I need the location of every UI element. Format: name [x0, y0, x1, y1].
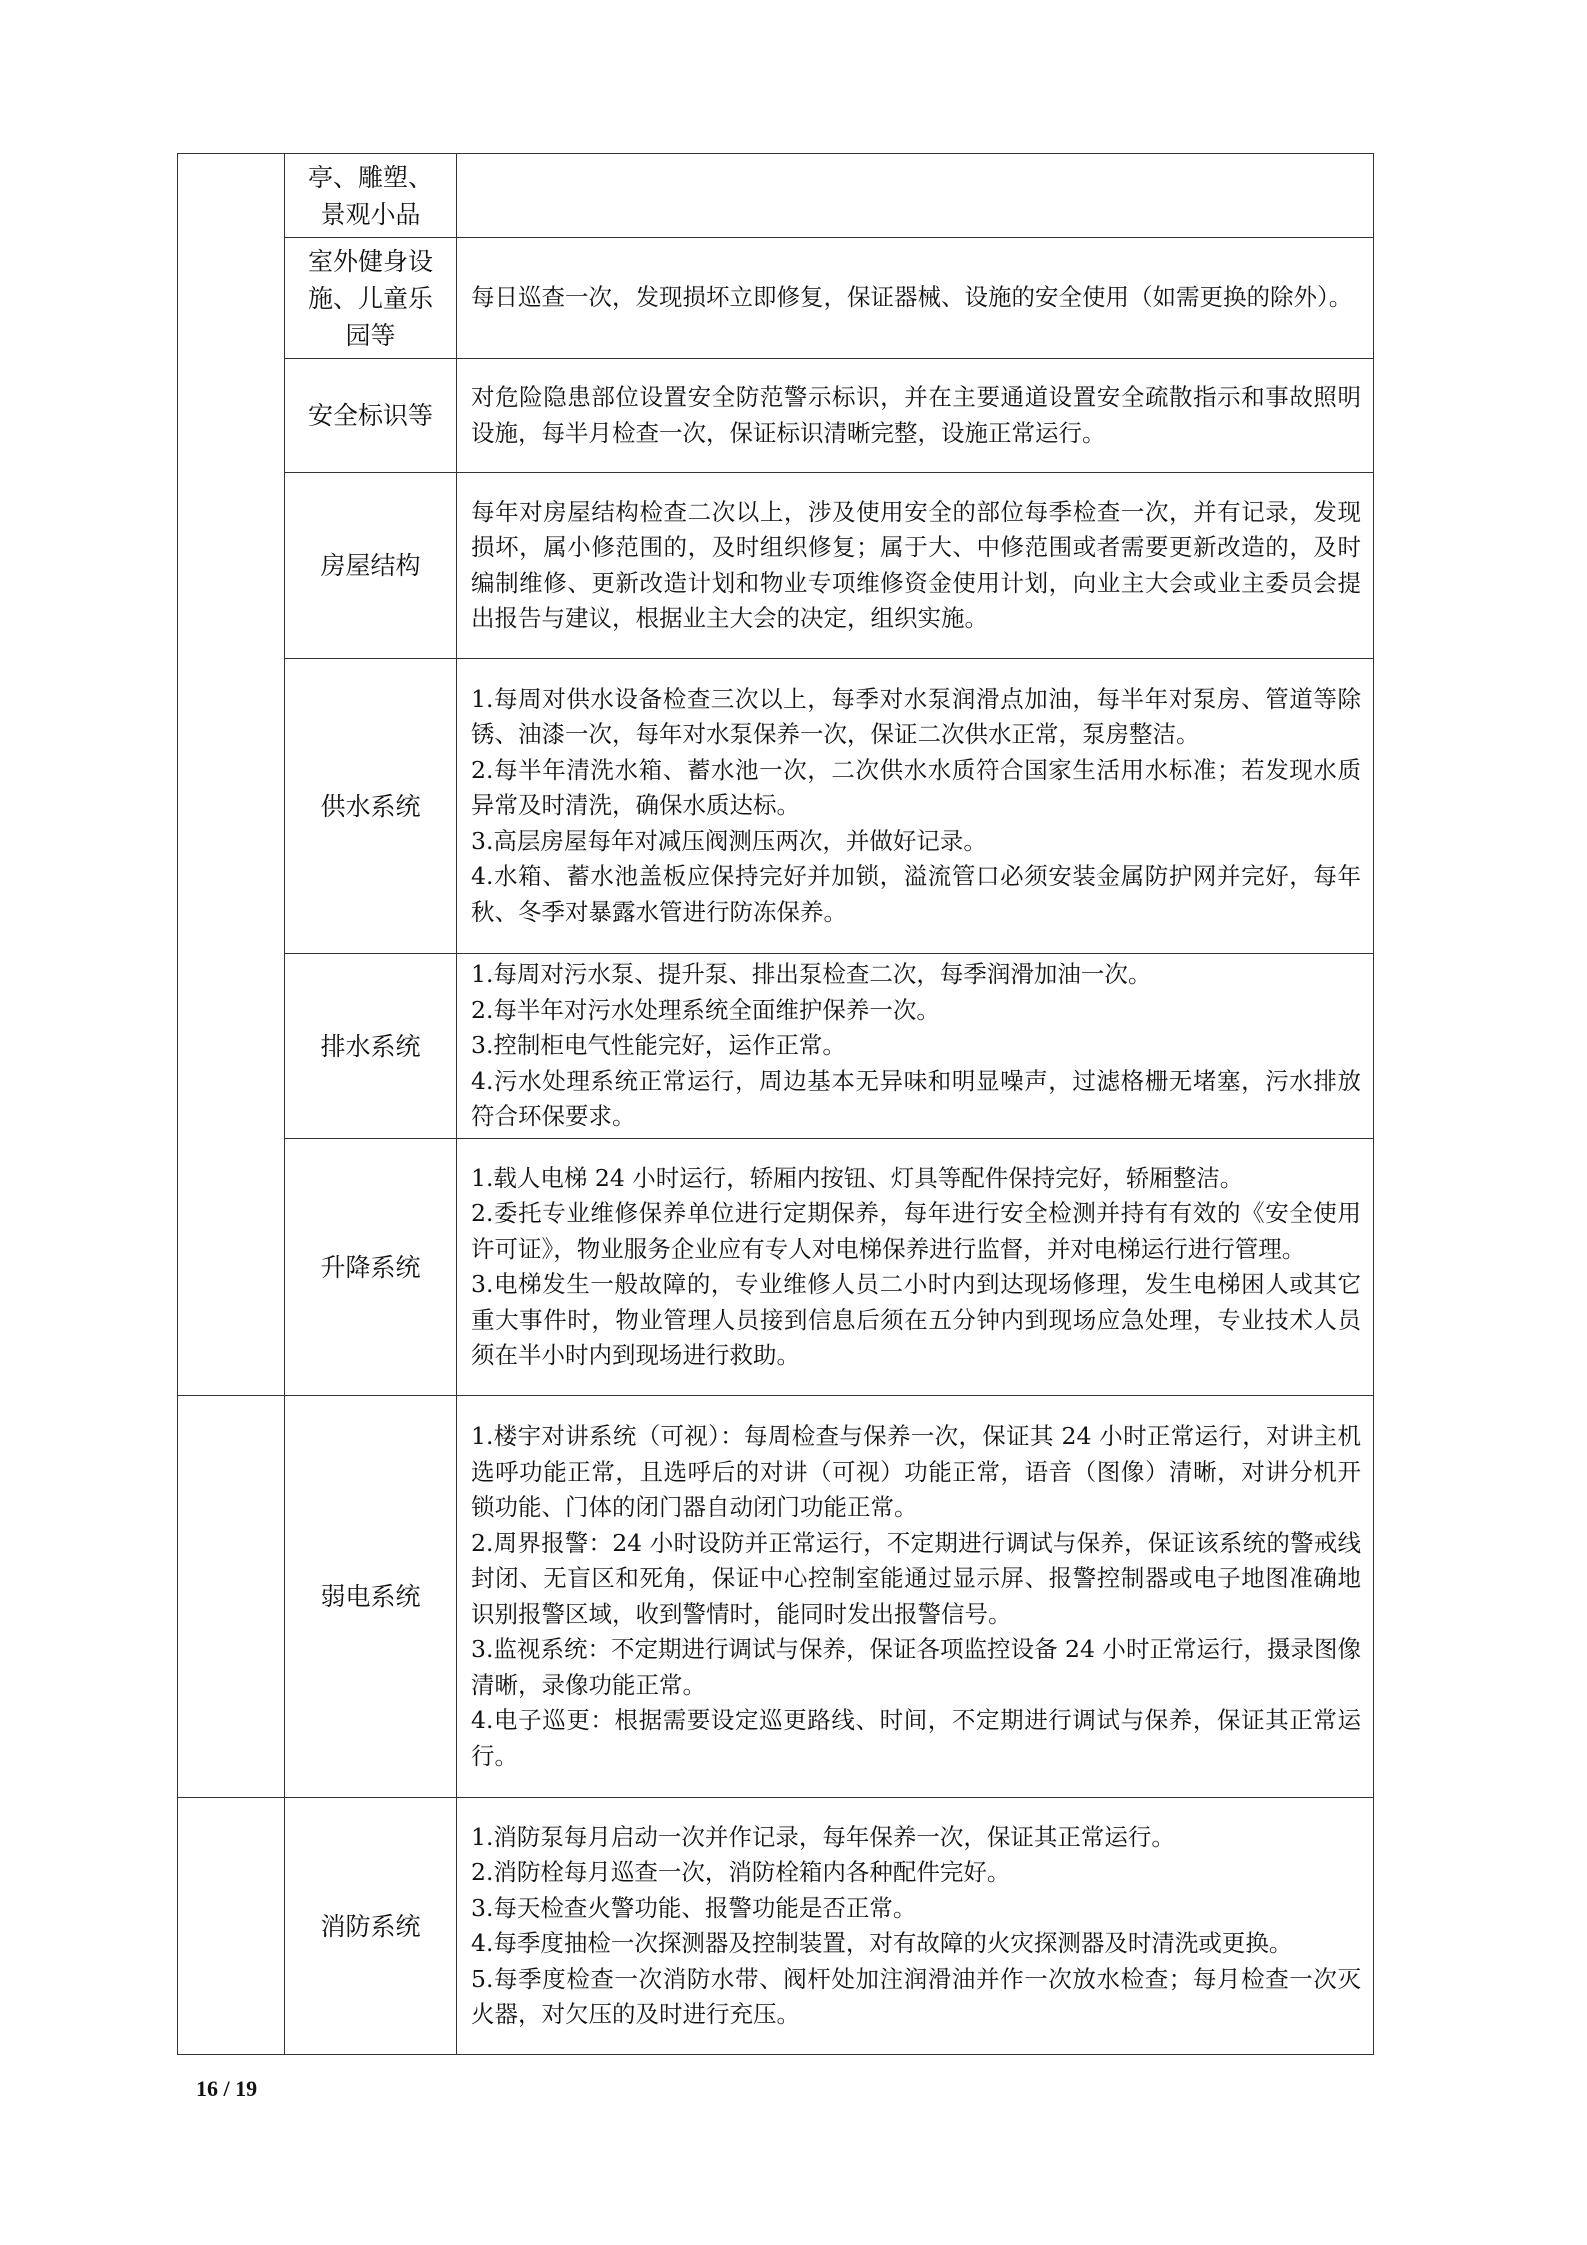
item-label-cell: 消防系统	[285, 1798, 457, 2055]
item-description-cell: 1.消防泵每月启动一次并作记录，每年保养一次，保证其正常运行。 2.消防栓每月巡查一次，消防栓箱内各种配件完好。 3.每天检查火警功能、报警功能是否正常。 4.每季度抽检一次探测器及控制装置，对有故障的火灾探测器及时清洗或更换。 5.每季度检查一次消防水带、阀杆处加注润滑油并作一次放水检查；每月检查一次灭火器，对欠压的及时进行充压。	[457, 1798, 1374, 2055]
item-label-cell: 供水系统	[285, 659, 457, 954]
item-label-cell: 排水系统	[285, 954, 457, 1139]
table-row	[178, 154, 1374, 238]
category-cell	[178, 1798, 285, 2055]
table-row	[178, 1139, 1374, 1396]
item-label-cell: 升降系统	[285, 1139, 457, 1396]
table-row	[178, 238, 1374, 359]
item-label-cell: 室外健身设 施、儿童乐 园等	[285, 238, 457, 359]
category-cell	[178, 154, 285, 1396]
page-number: 16 / 19	[196, 2076, 258, 2101]
item-label-cell: 弱电系统	[285, 1396, 457, 1798]
item-description-cell: 1.每周对污水泵、提升泵、排出泵检查二次，每季润滑加油一次。 2.每半年对污水处理系统全面维护保养一次。 3.控制柜电气性能完好，运作正常。 4.污水处理系统正常运行，周边基本无异味和明显噪声，过滤格栅无堵塞，污水排放符合环保要求。	[457, 954, 1374, 1139]
item-description-cell: 每日巡查一次，发现损坏立即修复，保证器械、设施的安全使用（如需更换的除外）。	[457, 238, 1374, 359]
item-description-cell: 1.载人电梯 24 小时运行，轿厢内按钮、灯具等配件保持完好，轿厢整洁。 2.委托专业维修保养单位进行定期保养，每年进行安全检测并持有有效的《安全使用许可证》，物业服务企业应有专人对电梯保养进行监督，并对电梯运行进行管理。 3.电梯发生一般故障的，专业维修人员二小时内到达现场修理，发生电梯困人或其它重大事件时，物业管理人员接到信息后须在五分钟内到现场应急处理，专业技术人员须在半小时内到现场进行救助。	[457, 1139, 1374, 1396]
item-description-cell	[457, 154, 1374, 238]
table-row	[178, 1798, 1374, 2055]
item-description-cell: 1.每周对供水设备检查三次以上，每季对水泵润滑点加油，每半年对泵房、管道等除锈、油漆一次，每年对水泵保养一次，保证二次供水正常，泵房整洁。 2.每半年清洗水箱、蓄水池一次，二次供水水质符合国家生活用水标准；若发现水质异常及时清洗，确保水质达标。 3.高层房屋每年对减压阀测压两次，并做好记录。 4.水箱、蓄水池盖板应保持完好并加锁，溢流管口必须安装金属防护网并完好，每年秋、冬季对暴露水管进行防冻保养。	[457, 659, 1374, 954]
category-cell	[178, 1396, 285, 1798]
item-description-cell: 对危险隐患部位设置安全防范警示标识，并在主要通道设置安全疏散指示和事故照明设施，每半月检查一次，保证标识清晰完整，设施正常运行。	[457, 359, 1374, 473]
item-description-cell: 1.楼宇对讲系统（可视）：每周检查与保养一次，保证其 24 小时正常运行，对讲主机选呼功能正常，且选呼后的对讲（可视）功能正常，语音（图像）清晰，对讲分机开锁功能、门体的闭门器自动闭门功能正常。 2.周界报警：24 小时设防并正常运行，不定期进行调试与保养，保证该系统的警戒线封闭、无盲区和死角，保证中心控制室能通过显示屏、报警控制器或电子地图准确地识别报警区域，收到警情时，能同时发出报警信号。 3.监视系统：不定期进行调试与保养，保证各项监控设备 24 小时正常运行，摄录图像清晰，录像功能正常。 4.电子巡更：根据需要设定巡更路线、时间，不定期进行调试与保养，保证其正常运行。	[457, 1396, 1374, 1798]
table-row	[178, 659, 1374, 954]
maintenance-standards-table	[177, 153, 1374, 2055]
table-row	[178, 1396, 1374, 1798]
item-label-cell: 亭、雕塑、 景观小品	[285, 154, 457, 238]
table-row	[178, 954, 1374, 1139]
item-description-cell: 每年对房屋结构检查二次以上，涉及使用安全的部位每季检查一次，并有记录，发现损坏，属小修范围的，及时组织修复；属于大、中修范围或者需要更新改造的，及时编制维修、更新改造计划和物业专项维修资金使用计划，向业主大会或业主委员会提出报告与建议，根据业主大会的决定，组织实施。	[457, 473, 1374, 659]
item-label-cell: 安全标识等	[285, 359, 457, 473]
item-label-cell: 房屋结构	[285, 473, 457, 659]
table-row	[178, 359, 1374, 473]
table-row	[178, 473, 1374, 659]
